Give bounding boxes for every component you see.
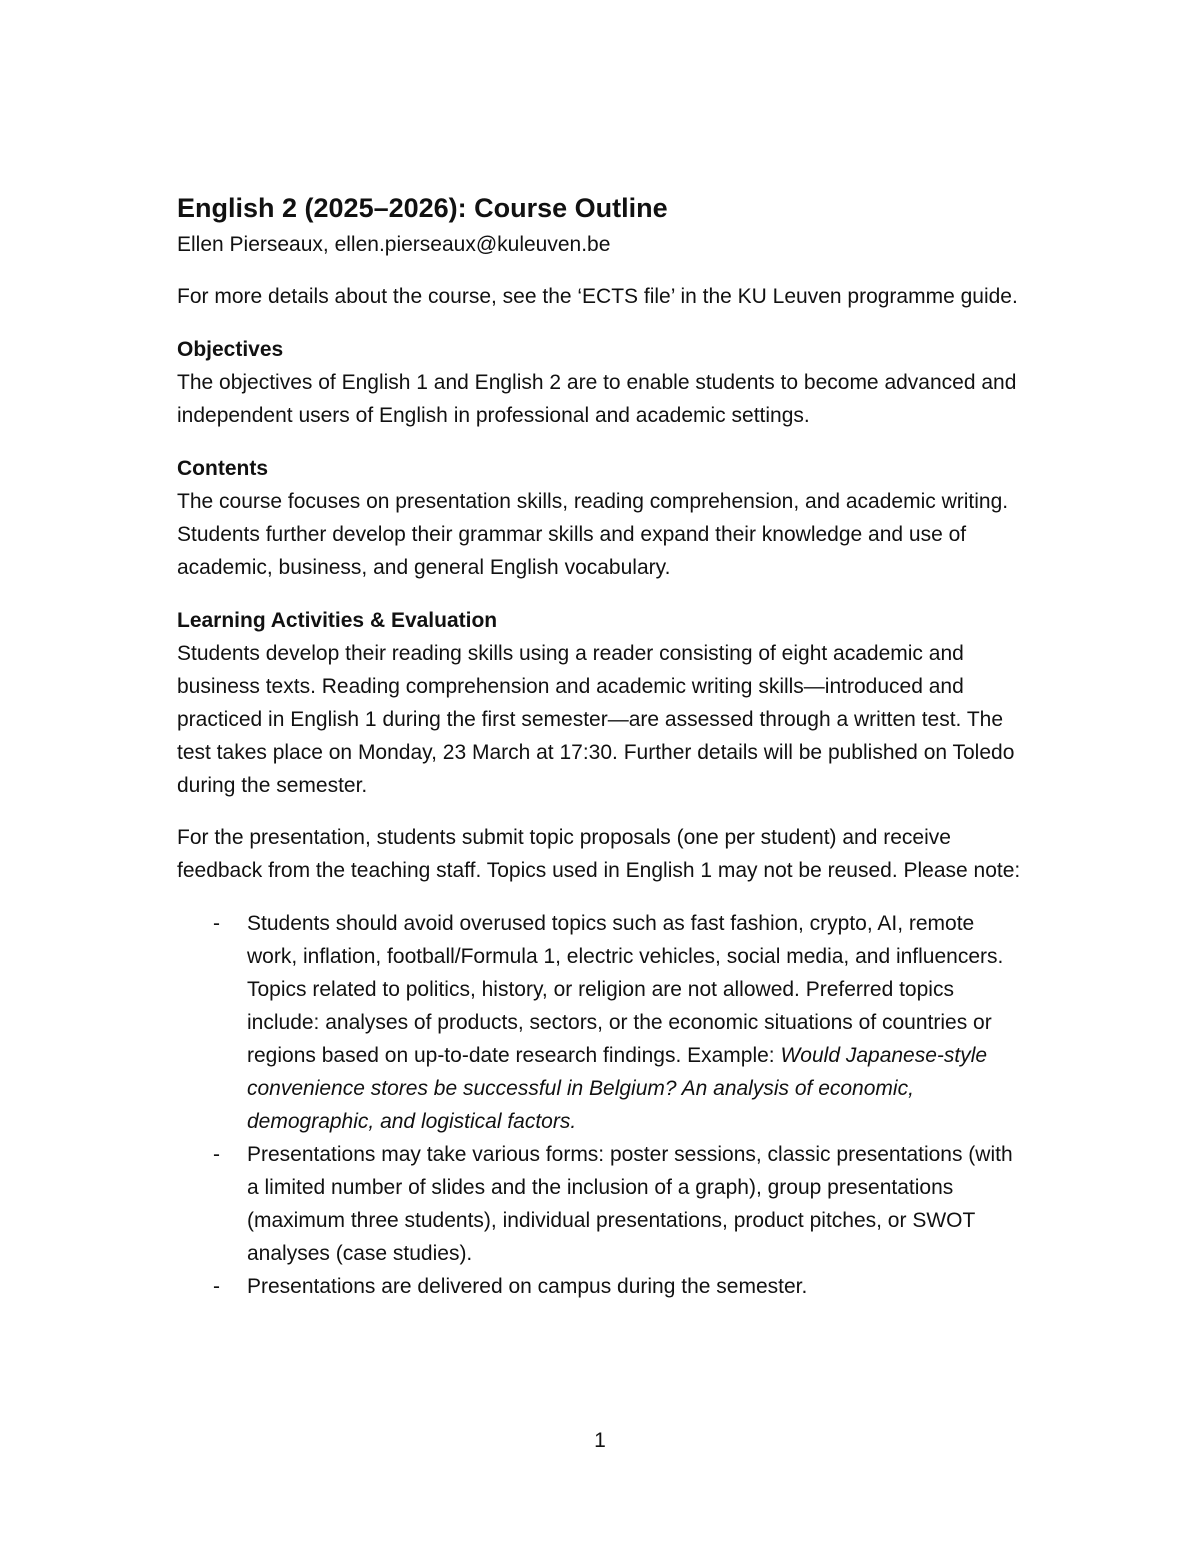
bullet-text: Students should avoid overused topics such as fast fashion, crypto, AI, remote work, inflation, football/Formula 1, electric vehicles, social media, and influencers. Topics related to politics, history, or religion are not allowed. Preferred topics include: analyses of products, sectors, or the economic situations of countries or regions based on up-to-date research findings. Example:	[247, 912, 1004, 1067]
section-heading-objectives: Objectives	[177, 338, 284, 361]
section-body-contents: The course focuses on presentation skills, reading comprehension, and academic writing. Students further develop their grammar skills and expand their knowledge and use of academic, business, and general English vocabulary.	[177, 490, 1009, 579]
bullet-text: Presentations are delivered on campus during the semester.	[247, 1275, 808, 1298]
document-body	[177, 190, 1027, 1303]
section-body-learning-activities: Students develop their reading skills using a reader consisting of eight academic and business texts. Reading comprehension and academic writing skills—introduced and practiced in English 1 during the first semester—are assessed through a written test. The test takes place on Monday, 23 March at 17:30. Further details will be published on Toledo during the semester.	[177, 642, 1015, 797]
example-topic: Would Japanese-style convenience stores be successful in Belgium? An analysis of economic, demographic, and logistical factors.	[247, 1044, 988, 1133]
bullet-marker: -	[213, 1143, 220, 1166]
document-title: English 2 (2025–2026): Course Outline	[177, 193, 668, 223]
intro-paragraph: For more details about the course, see the ‘ECTS file’ in the KU Leuven programme guide.	[177, 285, 1018, 308]
page-number: 1	[594, 1429, 606, 1452]
list-item	[177, 1270, 1027, 1303]
bullet-text: Presentations may take various forms: poster sessions, classic presentations (with a limited number of slides and the inclusion of a graph), group presentations (maximum three students), individual presentations, product pitches, or SWOT analyses (case studies).	[247, 1143, 1013, 1265]
section-heading-contents: Contents	[177, 457, 268, 480]
bullet-marker: -	[213, 912, 220, 935]
author-line: Ellen Pierseaux, ellen.pierseaux@kuleuven.be	[177, 233, 611, 256]
presentation-notes-list	[177, 907, 1027, 1303]
list-item	[177, 907, 1027, 1138]
list-item	[177, 1138, 1027, 1270]
section-heading-learning-activities: Learning Activities & Evaluation	[177, 609, 498, 632]
bullet-marker: -	[213, 1275, 220, 1298]
presentation-intro-paragraph: For the presentation, students submit topic proposals (one per student) and receive feedback from the teaching staff. Topics used in English 1 may not be reused. Please note:	[177, 826, 1021, 882]
section-body-objectives: The objectives of English 1 and English 2 are to enable students to become advanced and independent users of English in professional and academic settings.	[177, 371, 1017, 427]
